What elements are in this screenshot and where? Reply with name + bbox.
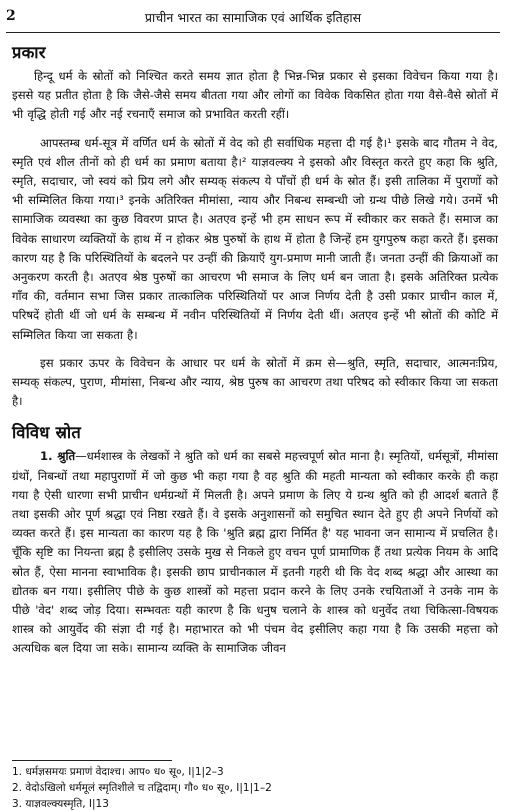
section-heading-vividh-srot: विविध स्रोत — [12, 423, 81, 443]
footnote: 2. वेदोऽखिलो धर्ममूलं स्मृतिशीले च तद्विदाम्। गौ० ध० सू०, I|1|1–2 — [12, 782, 272, 794]
item-lead: 1. श्रुति — [40, 449, 76, 464]
paragraph: हिन्दू धर्म के स्रोतों को निश्चित करते समय ज्ञात होता है भिन्न-भिन्न प्रकार से इसका विवेचन किया गया है। इससे यह प्रतीत होता है कि जैसे-जैसे समय बीतता गया और लोगों का विवेक विकसित होता गया वैसे-वैसे स्रोतों में भी वृद्धि होती गई और नई रचनाएँ समाज को प्रभावित करती रहीं। — [12, 69, 498, 122]
running-header — [0, 8, 506, 30]
paragraph: आपस्तम्ब धर्म-सूत्र में वर्णित धर्म के स्रोतों में वेद को ही सर्वाधिक महत्ता दी गई है।¹ इसके बाद गौतम ने वेद, स्मृति एवं शील तीनों को ही धर्म का प्रमाण बताया है।² याज्ञवल्क्य ने इसको और विस्तृत करते हुए कहा कि श्रुति, स्मृति, सदाचार, जो स्वयं को प्रिय लगे और सम्यक् संकल्प ये पाँचों ही धर्म के स्रोत हैं। इसी तालिका में पुराणों को भी सम्मिलित किया गया।³ इनके अतिरिक्त मीमांसा, न्याय और निबन्ध सम्बन्धी जो ग्रन्थ पीछे लिखे गये। उनमें भी सामाजिक व्यवस्था का कुछ विवरण प्राप्त है। अतएव इन्हें भी हम साधन रूप में स्वीकार कर सकते हैं। समाज का विवेक साधारण व्यक्तियों के हाथ में न होकर श्रेष्ठ पुरुषों के हाथ में होता है जिन्हें हम युगपुरुष कहा करते हैं। इसका कारण यह है कि परिस्थितियों के बदलने पर उन्हीं की क्रियाएँ युग-प्रमाण मानी जाती हैं। जनता उन्हीं की क्रियाओं का अनुकरण करती है। अतएव श्रेष्ठ पुरुषों का आचरण भी समाज के लिए धर्म बन जाता है। इसके अतिरिक्त प्रत्येक गाँव की, वर्तमान सभा जिस प्रकार तात्कालिक परिस्थितियों पर आज निर्णय देती है उसी प्रकार प्राचीन काल में, परिषदें होती थीं जो धर्म के सम्बन्ध में नवीन परिस्थितियों में निर्णय देती थीं। अतएव इन्हें भी स्रोतों की कोटि में सम्मिलित किया जा सकता है। — [12, 135, 498, 342]
paragraph — [12, 447, 498, 658]
item-text: —धर्मशास्त्र के लेखकों ने श्रुति को धर्म का सबसे महत्त्वपूर्ण स्रोत माना है। स्मृतियों, धर्मसूत्रों, मीमांसा ग्रंथों, निबन्धों तथा महापुराणों में जो कुछ भी कहा गया है वह श्रुति की महती मान्यता को स्वीकार करके ही कहा गया है ऐसी धारणा सभी प्राचीन धर्मग्रन्थों में मिलती है। अपने प्रमाण के लिए ये ग्रन्थ श्रुति को ही आदर्श बताते हैं तथा इसकी ओर पूर्ण श्रद्धा एवं निष्ठा रखते हैं। वे इसके अनुशासनों को समुचित स्थान देते हुए ही अपने निर्णयों को व्यक्त करते हैं। इस मान्यता का कारण यह है कि 'श्रुति ब्रह्म द्वारा निर्मित है' यह भावना जन सामान्य में प्रचलित है। चूँकि सृष्टि का नियन्ता ब्रह्म है इसीलिए उसके मुख से निकले हुए वचन पूर्ण प्रामाणिक हैं तथा प्रत्येक नियम के आदि स्रोत हैं, ऐसा मानना स्वाभाविक है। इसकी छाप प्राचीनकाल में इतनी गहरी थी कि वेद शब्द श्रद्धा और आस्था का द्योतक बन गया। इसीलिए पीछे के कुछ शास्त्रों को महत्ता प्रदान करने के लिए उनके रचयिताओं ने उनके नाम के पीछे 'वेद' शब्द जोड़ दिया। सम्भवतः यही कारण है कि धनुष चलाने के शास्त्र को धनुर्वेद तथा चिकित्सा-विषयक शास्त्र को आयुर्वेद की संज्ञा दी गई है। महाभारत को भी पंचम वेद इसीलिए कहा गया है कि उसकी महत्ता को अत्यधिक बल दिया जा सके। सामान्य व्यक्ति के सामाजिक जीवन — [12, 449, 499, 656]
page-body — [12, 40, 498, 668]
header-rule — [6, 32, 500, 33]
paragraph: इस प्रकार ऊपर के विवेचन के आधार पर धर्म के स्रोतों में क्रम से—श्रुति, स्मृति, सदाचार, आत्मनःप्रिय, सम्यक् संकल्प, पुराण, मीमांसा, निबन्ध और न्याय, श्रेष्ठ पुरुष का आचरण तथा परिषद को स्वीकार किया जा सकता है। — [12, 355, 498, 409]
page-number: 2 — [6, 8, 16, 24]
footnote-rule — [12, 760, 172, 761]
section-heading-prakar: प्रकार — [12, 43, 46, 62]
running-title: प्राचीन भारत का सामाजिक एवं आर्थिक इतिहास — [144, 10, 362, 25]
footnote: 1. धर्मज्ञसमयः प्रमाणं वेदाश्च। आप० ध० सू०, I|1|2–3 — [12, 766, 224, 778]
footnote: 3. याज्ञवल्क्यस्मृति, I|13 — [12, 798, 109, 810]
footnotes — [12, 764, 498, 812]
